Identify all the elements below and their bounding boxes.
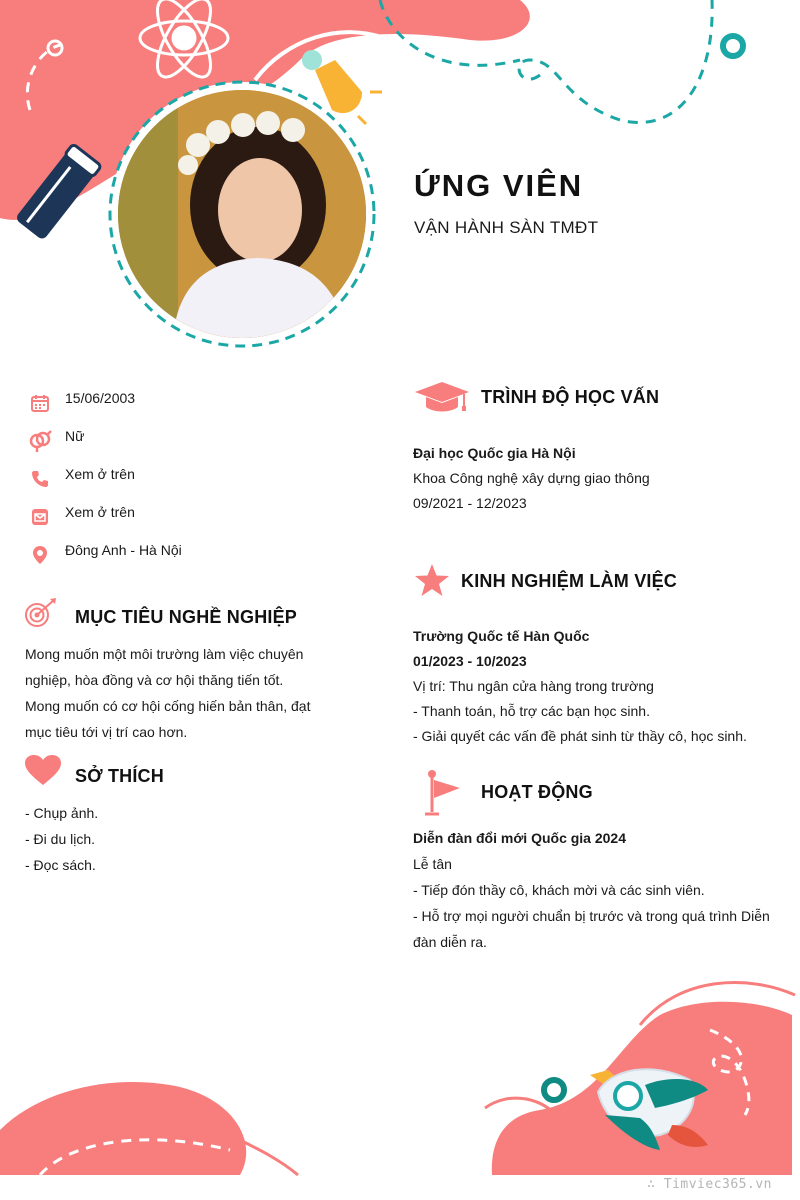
contact-row-phone bbox=[28, 460, 328, 498]
hobbies-list bbox=[25, 800, 320, 878]
contact-row-address bbox=[28, 536, 328, 574]
gender-icon bbox=[28, 429, 52, 453]
gender-text: Nữ bbox=[65, 428, 85, 444]
objective-line: Mong muốn có cơ hội cống hiến bản thân, đạt bbox=[25, 698, 311, 714]
heart-icon bbox=[24, 754, 62, 791]
profile-photo bbox=[118, 90, 366, 338]
school-major: Khoa Công nghệ xây dựng giao thông bbox=[413, 470, 650, 486]
objective-line: nghiệp, hòa đồng và cơ hội thăng tiến tốt. bbox=[25, 672, 284, 688]
activities-title: HOẠT ĐỘNG bbox=[481, 782, 593, 802]
candidate-role: VẬN HÀNH SÀN TMĐT bbox=[414, 218, 599, 237]
school-name: Đại học Quốc gia Hà Nội bbox=[413, 445, 576, 461]
location-pin-icon bbox=[28, 543, 52, 567]
hobbies-title: SỞ THÍCH bbox=[75, 766, 164, 786]
experience-title: KINH NGHIỆM LÀM VIỆC bbox=[461, 571, 678, 591]
activity-event: Diễn đàn đổi mới Quốc gia 2024 bbox=[413, 830, 627, 846]
objective-title: MỤC TIÊU NGHỀ NGHIỆP bbox=[75, 607, 298, 627]
school-period: 09/2021 - 12/2023 bbox=[413, 495, 527, 511]
target-icon bbox=[24, 597, 58, 634]
graduation-cap-icon bbox=[414, 380, 470, 419]
flag-icon bbox=[424, 770, 462, 821]
experience-position: Vị trí: Thu ngân cửa hàng trong trường bbox=[413, 678, 654, 694]
activity-line: - Tiếp đón thầy cô, khách mời và các sinh viên. bbox=[413, 882, 705, 898]
phone-text: Xem ở trên bbox=[65, 466, 135, 482]
experience-period: 01/2023 - 10/2023 bbox=[413, 653, 527, 669]
hobby-item: - Chụp ảnh. bbox=[25, 805, 99, 821]
experience-details bbox=[413, 624, 788, 749]
candidate-name: ỨNG VIÊN bbox=[414, 168, 584, 203]
activity-line: - Hỗ trợ mọi người chuẩn bị trước và trong quá trình Diễn bbox=[413, 908, 770, 924]
experience-duty: - Giải quyết các vấn đề phát sinh từ thầy cô, học sinh. bbox=[413, 728, 747, 744]
brand-watermark: ∴ Timviec365.vn bbox=[647, 1177, 772, 1192]
activity-line: đàn diễn ra. bbox=[413, 934, 487, 950]
education-title: TRÌNH ĐỘ HỌC VẤN bbox=[481, 387, 660, 407]
contact-row-gender bbox=[28, 422, 328, 460]
hobby-item: - Đọc sách. bbox=[25, 857, 96, 873]
contact-info bbox=[28, 384, 328, 574]
email-icon bbox=[28, 505, 52, 529]
objective-line: Mong muốn một môi trường làm việc chuyên bbox=[25, 646, 304, 662]
email-text: Xem ở trên bbox=[65, 504, 135, 520]
activities-details bbox=[413, 825, 788, 955]
calendar-icon bbox=[28, 391, 52, 415]
address-text: Đông Anh - Hà Nội bbox=[65, 542, 182, 558]
contact-row-birthday bbox=[28, 384, 328, 422]
activity-role: Lễ tân bbox=[413, 856, 452, 872]
hobby-item: - Đi du lịch. bbox=[25, 831, 96, 847]
phone-icon bbox=[28, 467, 52, 491]
star-icon bbox=[414, 563, 450, 602]
objective-line: mục tiêu tới vị trí cao hơn. bbox=[25, 724, 188, 740]
company-name: Trường Quốc tế Hàn Quốc bbox=[413, 628, 590, 644]
contact-row-email bbox=[28, 498, 328, 536]
objective-text bbox=[25, 641, 320, 745]
experience-duty: - Thanh toán, hỗ trợ các bạn học sinh. bbox=[413, 703, 650, 719]
birthday-text: 15/06/2003 bbox=[65, 390, 136, 406]
education-details bbox=[413, 441, 783, 516]
